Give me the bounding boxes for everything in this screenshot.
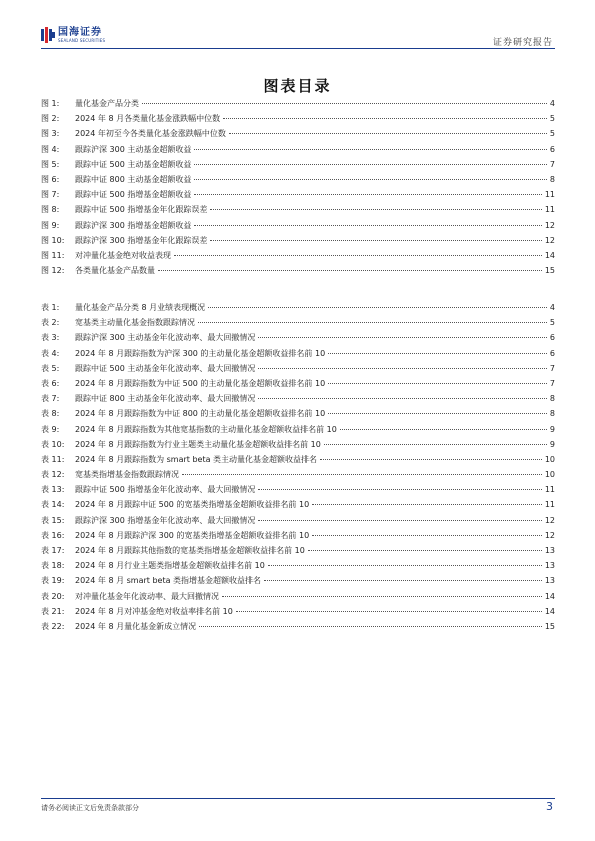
entry-page-number: 9 bbox=[549, 439, 555, 449]
entry-title: 2024 年 8 月跟踪指数为中证 500 的主动量化基金超额收益排名前 10 bbox=[75, 378, 326, 388]
dot-leader bbox=[198, 322, 547, 323]
dot-leader bbox=[194, 164, 547, 165]
entry-title: 2024 年 8 月跟踪指数为沪深 300 的主动量化基金超额收益排名前 10 bbox=[75, 348, 326, 358]
entry-label: 图 12: bbox=[41, 266, 65, 276]
entry-label: 表 20: bbox=[41, 591, 65, 601]
entry-title: 跟踪沪深 300 指增基金年化跟踪误差 bbox=[75, 235, 208, 245]
table-index-entry[interactable] bbox=[41, 302, 555, 317]
entry-label: 图 6: bbox=[41, 174, 60, 184]
table-index-entry[interactable] bbox=[41, 454, 555, 469]
figure-index-entry[interactable] bbox=[41, 98, 555, 113]
footer-divider bbox=[41, 798, 555, 799]
entry-page-number: 7 bbox=[549, 363, 555, 373]
entry-title: 2024 年 8 月对冲基金绝对收益率排名前 10 bbox=[75, 606, 233, 616]
page-title: 图表目录 bbox=[263, 77, 332, 95]
table-index-entry[interactable] bbox=[41, 606, 555, 621]
entry-title: 跟踪中证 500 指增基金年化波动率、最大回撤情况 bbox=[75, 485, 256, 495]
entry-title: 2024 年 8 月跟踪指数为 smart beta 类主动量化基金超额收益排名 bbox=[75, 454, 318, 464]
entry-page-number: 11 bbox=[544, 485, 555, 495]
entry-label: 表 12: bbox=[41, 470, 65, 480]
dot-leader bbox=[222, 596, 542, 597]
entry-label: 表 2: bbox=[41, 318, 60, 328]
entry-label: 图 4: bbox=[41, 144, 60, 154]
dot-leader bbox=[182, 474, 542, 475]
entry-label: 表 8: bbox=[41, 409, 60, 419]
entry-page-number: 6 bbox=[549, 348, 555, 358]
entry-label: 图 8: bbox=[41, 205, 60, 215]
table-index-entry[interactable] bbox=[41, 424, 555, 439]
dot-leader bbox=[229, 133, 547, 134]
entry-title: 宽基类指增基金指数跟踪情况 bbox=[75, 470, 179, 480]
entry-label: 表 16: bbox=[41, 530, 65, 540]
entry-label: 表 10: bbox=[41, 439, 65, 449]
entry-page-number: 13 bbox=[544, 576, 555, 586]
entry-label: 表 17: bbox=[41, 546, 65, 555]
dot-leader bbox=[340, 429, 547, 430]
entry-label: 表 21: bbox=[41, 606, 65, 616]
dot-leader bbox=[194, 149, 547, 150]
entry-title: 2024 年 8 月跟踪指数为其他宽基指数的主动量化基金超额收益排名前 10 bbox=[75, 424, 337, 434]
entry-title: 跟踪沪深 300 指增基金年化波动率、最大回撤情况 bbox=[75, 515, 256, 525]
dot-leader bbox=[142, 103, 547, 104]
table-index-entry[interactable] bbox=[41, 591, 555, 606]
table-index-entry[interactable] bbox=[41, 378, 555, 393]
entry-label: 表 4: bbox=[41, 348, 60, 358]
entry-label: 表 14: bbox=[41, 500, 65, 510]
entry-label: 图 7: bbox=[41, 190, 60, 200]
entry-title: 跟踪中证 500 主动基金超额收益 bbox=[75, 159, 192, 169]
page-header bbox=[0, 0, 595, 48]
figure-index-entry[interactable] bbox=[41, 250, 555, 265]
table-index-entry[interactable] bbox=[41, 545, 555, 560]
entry-page-number: 12 bbox=[544, 515, 555, 525]
dot-leader bbox=[328, 413, 547, 414]
entry-page-number: 12 bbox=[544, 220, 555, 230]
entry-label: 表 18: bbox=[41, 561, 65, 571]
header-divider bbox=[41, 48, 555, 49]
entry-label: 图 5: bbox=[41, 159, 60, 169]
entry-label: 表 5: bbox=[41, 363, 60, 373]
entry-title: 对冲量化基金年化波动率、最大回撤情况 bbox=[75, 591, 219, 601]
entry-page-number: 14 bbox=[544, 591, 555, 601]
table-index-entry[interactable] bbox=[41, 439, 555, 454]
dot-leader bbox=[258, 520, 541, 521]
entry-label: 图 10: bbox=[41, 235, 65, 245]
entry-page-number: 12 bbox=[544, 530, 555, 540]
entry-title: 2024 年 8 月 smart beta 类指增基金超额收益排名 bbox=[75, 576, 262, 586]
dot-leader bbox=[258, 337, 547, 338]
table-index-entry[interactable] bbox=[41, 499, 555, 514]
report-type-label: 证券研究报告 bbox=[492, 38, 553, 48]
entry-label: 表 3: bbox=[41, 333, 60, 343]
table-index-list bbox=[41, 302, 555, 636]
entry-page-number: 14 bbox=[544, 606, 555, 616]
logo-name-cn: 国海证券 bbox=[58, 26, 102, 38]
entry-page-number: 4 bbox=[549, 99, 555, 108]
figure-index-entry[interactable] bbox=[41, 189, 555, 204]
entry-page-number: 13 bbox=[544, 561, 555, 571]
entry-label: 图 11: bbox=[41, 250, 65, 260]
entry-title: 对冲量化基金绝对收益表现 bbox=[75, 250, 171, 260]
entry-label: 图 3: bbox=[41, 129, 60, 139]
figure-index-entry[interactable] bbox=[41, 235, 555, 250]
dot-leader bbox=[174, 255, 542, 256]
entry-label: 表 13: bbox=[41, 485, 65, 495]
dot-leader bbox=[194, 225, 541, 226]
table-index-entry[interactable] bbox=[41, 575, 555, 590]
table-index-entry[interactable] bbox=[41, 469, 555, 484]
dot-leader bbox=[199, 626, 542, 627]
dot-leader bbox=[208, 307, 547, 308]
table-index-entry[interactable] bbox=[41, 408, 555, 423]
page-number: 3 bbox=[546, 800, 553, 813]
entry-title: 跟踪中证 800 主动基金年化波动率、最大回撤情况 bbox=[75, 394, 256, 404]
entry-page-number: 11 bbox=[544, 500, 555, 510]
dot-leader bbox=[210, 209, 541, 210]
entry-page-number: 15 bbox=[544, 621, 555, 631]
entry-page-number: 11 bbox=[544, 205, 555, 215]
entry-page-number: 15 bbox=[544, 266, 555, 276]
entry-page-number: 7 bbox=[549, 378, 555, 388]
table-index-entry[interactable] bbox=[41, 348, 555, 363]
table-index-entry[interactable] bbox=[41, 560, 555, 575]
entry-title: 2024 年初至今各类量化基金涨跌幅中位数 bbox=[75, 129, 226, 139]
dot-leader bbox=[324, 444, 547, 445]
table-index-entry[interactable] bbox=[41, 317, 555, 332]
dot-leader bbox=[194, 179, 547, 180]
dot-leader bbox=[312, 504, 542, 505]
table-index-entry[interactable] bbox=[41, 621, 555, 636]
entry-label: 表 11: bbox=[41, 454, 65, 464]
dot-leader bbox=[236, 611, 542, 612]
logo-icon bbox=[41, 27, 55, 43]
entry-title: 2024 年 8 月量化基金新成立情况 bbox=[75, 621, 197, 631]
entry-page-number: 10 bbox=[544, 470, 555, 480]
entry-title: 2024 年 8 月跟踪中证 500 的宽基类指增基金超额收益排名前 10 bbox=[75, 500, 310, 510]
logo-name-en: SEALAND SECURITIES bbox=[58, 37, 106, 43]
dot-leader bbox=[258, 398, 547, 399]
table-index-entry[interactable] bbox=[41, 515, 555, 530]
table-index-entry[interactable] bbox=[41, 530, 555, 545]
entry-page-number: 13 bbox=[544, 546, 555, 555]
entry-label: 表 22: bbox=[41, 621, 65, 631]
figure-index-entry[interactable] bbox=[41, 159, 555, 174]
entry-title: 跟踪沪深 300 主动基金年化波动率、最大回撤情况 bbox=[75, 333, 256, 343]
entry-title: 2024 年 8 月跟踪沪深 300 的宽基类指增基金超额收益排名前 10 bbox=[75, 530, 310, 540]
entry-page-number: 9 bbox=[549, 424, 555, 434]
entry-title: 跟踪中证 500 主动基金年化波动率、最大回撤情况 bbox=[75, 363, 256, 373]
dot-leader bbox=[308, 550, 542, 551]
entry-page-number: 5 bbox=[549, 129, 555, 139]
dot-leader bbox=[312, 535, 542, 536]
company-logo bbox=[41, 26, 105, 44]
entry-title: 2024 年 8 月跟踪指数为行业主题类主动量化基金超额收益排名前 10 bbox=[75, 439, 321, 449]
entry-title: 2024 年 8 月行业主题类指增基金超额收益排名前 10 bbox=[75, 561, 265, 571]
entry-title: 2024 年 8 月各类量化基金涨跌幅中位数 bbox=[75, 114, 221, 124]
entry-page-number: 8 bbox=[549, 394, 555, 404]
dot-leader bbox=[328, 353, 547, 354]
table-index-entry[interactable] bbox=[41, 484, 555, 499]
dot-leader bbox=[328, 383, 547, 384]
entry-title: 2024 年 8 月跟踪其他指数的宽基类指增基金超额收益排名前 10 bbox=[75, 546, 305, 555]
dot-leader bbox=[194, 194, 541, 195]
entry-label: 图 1: bbox=[41, 99, 60, 108]
entry-label: 表 6: bbox=[41, 378, 60, 388]
dot-leader bbox=[320, 459, 542, 460]
entry-page-number: 8 bbox=[549, 174, 555, 184]
figure-index-entry[interactable] bbox=[41, 204, 555, 219]
entry-page-number: 5 bbox=[549, 114, 555, 124]
entry-page-number: 6 bbox=[549, 144, 555, 154]
disclaimer-note: 请务必阅读正文后免责条款部分 bbox=[41, 804, 139, 812]
dot-leader bbox=[258, 489, 541, 490]
dot-leader bbox=[210, 240, 541, 241]
entry-label: 表 1: bbox=[41, 303, 60, 312]
entry-title: 各类量化基金产品数量 bbox=[75, 266, 155, 276]
entry-label: 图 2: bbox=[41, 114, 60, 124]
entry-page-number: 10 bbox=[544, 454, 555, 464]
figure-index-entry[interactable] bbox=[41, 128, 555, 143]
dot-leader bbox=[268, 565, 542, 566]
entry-page-number: 12 bbox=[544, 235, 555, 245]
entry-page-number: 14 bbox=[544, 250, 555, 260]
entry-page-number: 7 bbox=[549, 159, 555, 169]
entry-page-number: 11 bbox=[544, 190, 555, 200]
entry-title: 跟踪中证 500 指增基金超额收益 bbox=[75, 190, 192, 200]
entry-page-number: 5 bbox=[549, 318, 555, 328]
figure-index-entry[interactable] bbox=[41, 220, 555, 235]
table-index-entry[interactable] bbox=[41, 363, 555, 378]
table-index-entry[interactable] bbox=[41, 332, 555, 347]
dot-leader bbox=[264, 580, 542, 581]
entry-title: 宽基类主动量化基金指数跟踪情况 bbox=[75, 318, 195, 328]
entry-title: 跟踪沪深 300 指增基金超额收益 bbox=[75, 220, 192, 230]
entry-title: 跟踪中证 800 主动基金超额收益 bbox=[75, 174, 192, 184]
figure-index-entry[interactable] bbox=[41, 265, 555, 280]
entry-label: 图 9: bbox=[41, 220, 60, 230]
entry-label: 表 9: bbox=[41, 424, 60, 434]
figure-index-list bbox=[41, 98, 555, 280]
table-index-entry[interactable] bbox=[41, 393, 555, 408]
entry-page-number: 4 bbox=[549, 303, 555, 312]
entry-page-number: 6 bbox=[549, 333, 555, 343]
figure-index-entry[interactable] bbox=[41, 174, 555, 189]
entry-title: 量化基金产品分类 8 月业绩表现概况 bbox=[75, 303, 206, 312]
entry-title: 量化基金产品分类 bbox=[75, 99, 139, 108]
entry-label: 表 15: bbox=[41, 515, 65, 525]
dot-leader bbox=[223, 118, 547, 119]
entry-title: 2024 年 8 月跟踪指数为中证 800 的主动量化基金超额收益排名前 10 bbox=[75, 409, 326, 419]
figure-index-entry[interactable] bbox=[41, 113, 555, 128]
dot-leader bbox=[258, 368, 547, 369]
entry-page-number: 8 bbox=[549, 409, 555, 419]
entry-label: 表 19: bbox=[41, 576, 65, 586]
entry-label: 表 7: bbox=[41, 394, 60, 404]
entry-title: 跟踪沪深 300 主动基金超额收益 bbox=[75, 144, 192, 154]
figure-index-entry[interactable] bbox=[41, 144, 555, 159]
entry-title: 跟踪中证 500 指增基金年化跟踪误差 bbox=[75, 205, 208, 215]
dot-leader bbox=[158, 270, 542, 271]
